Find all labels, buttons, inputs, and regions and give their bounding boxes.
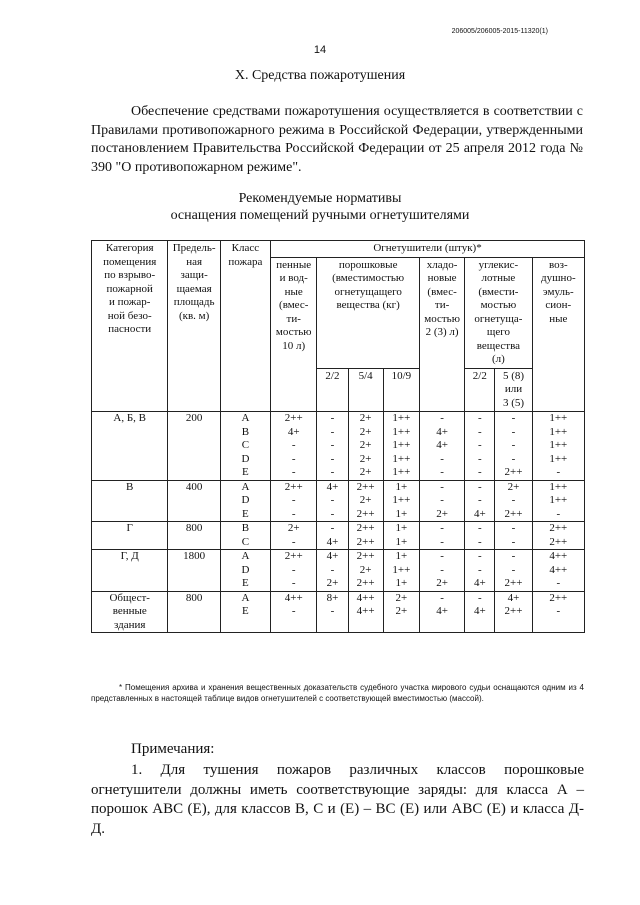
foam-value: - [291, 466, 296, 478]
section-heading: X. Средства пожаротушения [234, 68, 406, 83]
table-title-line-2: оснащения помещений ручными огнетушителями [170, 208, 470, 223]
area-value: 800 [185, 591, 203, 604]
table-row [92, 550, 585, 592]
powder-5-4-value: 4++ [356, 591, 375, 604]
aerosol-value: - [556, 605, 561, 617]
fire-class-value: D [241, 494, 250, 506]
co2-2-2-value: 4+ [473, 605, 486, 617]
freon-value: - [440, 563, 444, 576]
powder-5-4-cell [348, 550, 383, 592]
powder-10-9-value: 1+ [395, 550, 408, 562]
area-cell [168, 480, 220, 522]
co2-2-2-value: 4+ [473, 507, 486, 520]
powder-5-4-value: 2+ [359, 439, 372, 451]
powder-10-9-value: 1++ [392, 466, 411, 478]
co2-5-8-cell [495, 412, 532, 481]
powder-2-2-value: 4+ [326, 480, 339, 493]
table-row [92, 591, 585, 633]
co2-5-8-value: - [511, 412, 516, 424]
foam-cell [271, 480, 317, 522]
powder-2-2-value: - [330, 425, 335, 438]
fire-class-value: E [242, 605, 249, 617]
table-footnote: * Помещения архива и хранения вещественных доказательств судебного участка мирового судьи оснащаются одним из 4 представленных в настоящей таблице видов огнетушителей с соответствующей вместимостью (массой). [91, 683, 584, 703]
table-row [92, 480, 585, 522]
fire-class-value: B [241, 522, 250, 534]
foam-value: 2++ [284, 412, 303, 424]
aerosol-value: 1++ [549, 494, 568, 506]
header-powder-10-9: 10/9 [383, 368, 419, 412]
fire-class-value: E [242, 577, 249, 589]
freon-value: - [440, 412, 444, 424]
aerosol-value: 4++ [549, 563, 568, 576]
powder-10-9-value: 1+ [395, 507, 408, 520]
header-extinguishers: Огнетушители (штук)* [271, 241, 585, 258]
powder-5-4-cell [348, 480, 383, 522]
fire-class-value: B [241, 425, 250, 438]
aerosol-cell [532, 412, 584, 481]
foam-value: 2++ [284, 480, 303, 493]
freon-value: - [440, 535, 444, 548]
foam-value: - [291, 452, 296, 465]
powder-2-2-cell [317, 550, 348, 592]
category-cell [92, 480, 168, 522]
table-header [92, 241, 585, 412]
powder-10-9-cell [383, 550, 419, 592]
freon-value: - [440, 466, 444, 478]
header-aerosol: воз- душно- эмуль- сион- ные [532, 257, 584, 412]
co2-5-8-value: - [511, 452, 516, 465]
powder-5-4-cell [348, 412, 383, 481]
foam-value: - [291, 439, 296, 451]
fire-class-cell [220, 550, 270, 592]
category-value: Г [126, 522, 133, 534]
co2-5-8-value: 2++ [504, 605, 523, 617]
co2-2-2-cell [465, 522, 495, 550]
powder-5-4-value: 2++ [356, 535, 375, 548]
freon-value: - [440, 494, 444, 506]
fire-class-value: C [241, 439, 250, 451]
powder-5-4-value: 2++ [356, 507, 375, 520]
powder-10-9-value: 2+ [395, 591, 408, 604]
co2-2-2-value: - [477, 522, 482, 534]
powder-2-2-cell [317, 591, 348, 633]
header-area: Предель- ная защи- щаемая площадь (кв. м) [168, 241, 220, 412]
powder-5-4-value: 2++ [356, 480, 375, 493]
co2-2-2-value: - [477, 466, 482, 478]
aerosol-value: 1++ [549, 412, 568, 424]
co2-5-8-cell [495, 591, 532, 633]
table-row [92, 412, 585, 481]
co2-5-8-value: - [511, 535, 516, 548]
freon-cell [419, 550, 464, 592]
powder-2-2-value: 8+ [326, 591, 339, 604]
aerosol-value: 1++ [549, 439, 568, 451]
area-cell [168, 412, 220, 481]
table-title-line-1: Рекомендуемые нормативы [238, 191, 402, 206]
co2-5-8-value: - [511, 494, 516, 506]
powder-10-9-value: 1+ [395, 480, 408, 493]
freon-value: 2+ [436, 507, 448, 520]
powder-5-4-value: 2+ [359, 412, 372, 424]
co2-2-2-value: - [477, 425, 482, 438]
powder-5-4-value: 4++ [356, 605, 375, 617]
co2-2-2-value: 4+ [473, 577, 486, 589]
aerosol-value: - [556, 507, 561, 520]
table-title [0, 190, 640, 224]
table-row [92, 522, 585, 550]
category-value: В [126, 480, 134, 493]
area-value: 200 [185, 412, 203, 424]
foam-value: - [291, 563, 296, 576]
aerosol-cell [532, 480, 584, 522]
extinguisher-norms-table [91, 240, 585, 633]
freon-value: - [440, 550, 444, 562]
foam-cell [271, 550, 317, 592]
powder-2-2-value: - [330, 412, 335, 424]
powder-10-9-cell [383, 412, 419, 481]
co2-5-8-value: 2++ [504, 507, 523, 520]
co2-5-8-value: 4+ [507, 591, 520, 604]
powder-10-9-value: 2+ [395, 605, 408, 617]
powder-2-2-cell [317, 412, 348, 481]
header-powder: порошковые (вместимостью огнетущащего вещества (кг) [317, 257, 420, 368]
powder-2-2-value: - [330, 563, 335, 576]
powder-2-2-value: - [330, 494, 335, 506]
table-body [92, 412, 585, 633]
aerosol-value: - [556, 577, 561, 589]
freon-value: 4+ [436, 425, 448, 438]
category-line: венные [112, 605, 147, 617]
foam-value: 2++ [284, 550, 303, 562]
fire-class-value: A [241, 591, 250, 604]
co2-5-8-value: - [511, 563, 516, 576]
foam-value: - [291, 535, 296, 548]
powder-10-9-value: 1++ [392, 425, 411, 438]
freon-value: - [440, 480, 444, 493]
header-fire-class: Класс пожара [220, 241, 270, 412]
powder-10-9-value: 1++ [392, 494, 411, 506]
aerosol-cell [532, 550, 584, 592]
co2-2-2-value: - [477, 563, 482, 576]
area-cell [168, 591, 220, 633]
fire-class-value: E [242, 466, 249, 478]
foam-value: - [291, 577, 296, 589]
notes-text: 1. Для тушения пожаров различных классов порошковые огнетушители должны иметь соответствующие заряды: для класса А – порошок АВС (Е), для классов В, С и (Е) – ВС (Е) или АВС (Е) и класса Д-Д. [91, 762, 584, 837]
header-co2-5-8: 5 (8) или 3 (5) [495, 368, 532, 412]
co2-2-2-value: - [477, 550, 482, 562]
fire-class-cell [220, 480, 270, 522]
aerosol-value: 1++ [549, 452, 568, 465]
powder-10-9-cell [383, 522, 419, 550]
freon-value: - [440, 591, 444, 604]
powder-2-2-cell [317, 480, 348, 522]
powder-10-9-value: 1+ [395, 535, 408, 548]
document-id: 206005/206005-2015-11320(1) [451, 28, 548, 35]
co2-5-8-value: - [511, 550, 516, 562]
powder-2-2-value: - [330, 605, 335, 617]
co2-5-8-cell [495, 480, 532, 522]
powder-2-2-value: - [330, 466, 335, 478]
fire-class-value: D [241, 452, 250, 465]
freon-value: 2+ [436, 577, 448, 589]
co2-5-8-cell [495, 550, 532, 592]
freon-value: - [440, 452, 444, 465]
foam-cell [271, 412, 317, 481]
powder-5-4-value: 2+ [359, 452, 372, 465]
fire-class-value: A [241, 412, 250, 424]
aerosol-value: 1++ [549, 480, 568, 493]
freon-cell [419, 522, 464, 550]
foam-cell [271, 522, 317, 550]
powder-5-4-cell [348, 591, 383, 633]
fire-class-cell [220, 591, 270, 633]
powder-5-4-value: 2+ [359, 466, 372, 478]
co2-2-2-value: - [477, 439, 482, 451]
co2-5-8-value: 2++ [504, 577, 523, 589]
freon-value: - [440, 522, 444, 534]
aerosol-value: 2++ [549, 591, 568, 604]
fire-class-value: C [241, 535, 250, 548]
category-value: Г, Д [120, 550, 139, 562]
foam-value: - [291, 507, 296, 520]
co2-2-2-cell [465, 412, 495, 481]
fire-class-cell [220, 412, 270, 481]
fire-class-value: E [242, 507, 249, 520]
powder-10-9-value: 1+ [395, 522, 408, 534]
header-co2: углекис- лотные (вмести- мостью огнетуща- щего вещества (л) [465, 257, 532, 368]
co2-5-8-value: 2+ [507, 480, 520, 493]
freon-value: 4+ [436, 439, 448, 451]
co2-5-8-value: - [511, 425, 516, 438]
powder-10-9-value: 1++ [392, 439, 411, 451]
aerosol-cell [532, 591, 584, 633]
co2-2-2-value: - [477, 412, 482, 424]
powder-2-2-value: 2+ [326, 577, 339, 589]
foam-value: 2+ [287, 522, 300, 534]
page-number: 14 [313, 44, 327, 56]
powder-10-9-value: 1++ [392, 563, 411, 576]
fire-class-value: A [241, 480, 250, 493]
co2-2-2-value: - [477, 480, 482, 493]
powder-2-2-value: - [330, 522, 335, 534]
category-value: А, Б, В [113, 412, 147, 424]
powder-2-2-value: - [330, 507, 335, 520]
header-freon: хладо- новые (вмес- ти- мостью 2 (3) л) [419, 257, 464, 412]
header-co2-2-2: 2/2 [465, 368, 495, 412]
aerosol-cell [532, 522, 584, 550]
category-cell [92, 522, 168, 550]
powder-5-4-value: 2+ [359, 425, 372, 438]
powder-10-9-value: 1+ [395, 577, 408, 589]
fire-class-cell [220, 522, 270, 550]
powder-5-4-value: 2++ [356, 522, 375, 534]
powder-10-9-value: 1++ [392, 412, 411, 424]
category-line: здания [113, 618, 146, 631]
area-value: 400 [185, 480, 203, 493]
category-cell [92, 591, 168, 633]
area-value: 800 [185, 522, 203, 534]
co2-2-2-cell [465, 480, 495, 522]
foam-value: - [291, 494, 296, 506]
powder-10-9-cell [383, 480, 419, 522]
powder-2-2-value: 4+ [326, 535, 339, 548]
aerosol-value: - [556, 466, 561, 478]
header-foam: пенные и вод- ные (вмес- ти- мостью 10 л) [271, 257, 317, 412]
co2-2-2-cell [465, 591, 495, 633]
foam-cell [271, 591, 317, 633]
co2-2-2-cell [465, 550, 495, 592]
co2-5-8-value: - [511, 522, 516, 534]
freon-cell [419, 591, 464, 633]
category-cell [92, 412, 168, 481]
powder-5-4-value: 2++ [356, 550, 375, 562]
powder-2-2-cell [317, 522, 348, 550]
header-powder-2-2: 2/2 [317, 368, 348, 412]
fire-class-value: D [241, 563, 250, 576]
area-value: 1800 [183, 550, 206, 562]
co2-5-8-cell [495, 522, 532, 550]
co2-2-2-value: - [477, 535, 482, 548]
powder-10-9-cell [383, 591, 419, 633]
area-cell [168, 522, 220, 550]
aerosol-value: 2++ [549, 535, 568, 548]
notes-title: Примечания: [131, 741, 215, 757]
foam-value: - [291, 605, 296, 617]
co2-2-2-value: - [477, 494, 482, 506]
co2-5-8-value: - [511, 439, 516, 451]
co2-2-2-value: - [477, 591, 482, 604]
powder-10-9-value: 1++ [392, 452, 411, 465]
foam-value: 4+ [287, 425, 300, 438]
powder-2-2-value: 4+ [326, 550, 339, 562]
category-cell [92, 550, 168, 592]
powder-5-4-value: 2+ [359, 563, 372, 576]
intro-paragraph: Обеспечение средствами пожаротушения осуществляется в соответствии с Правилами противопожарного режима в Российской Федерации, утвержденными постановлением Правительства Российской Федерации от 25 апреля 2012 года № 390 "О противопожарном режиме". [91, 104, 583, 175]
freon-cell [419, 480, 464, 522]
area-cell [168, 550, 220, 592]
freon-value: 4+ [436, 605, 448, 617]
aerosol-value: 4++ [549, 550, 568, 562]
co2-5-8-value: 2++ [504, 466, 523, 478]
header-category: Категория помещения по взрыво- пожарной и пожар- ной безо- пасности [92, 241, 168, 412]
co2-2-2-value: - [477, 452, 482, 465]
powder-2-2-value: - [330, 452, 335, 465]
fire-class-value: A [241, 550, 250, 562]
powder-2-2-value: - [330, 439, 335, 451]
aerosol-value: 1++ [549, 425, 568, 438]
powder-5-4-cell [348, 522, 383, 550]
powder-5-4-value: 2++ [356, 577, 375, 589]
header-powder-5-4: 5/4 [348, 368, 383, 412]
freon-cell [419, 412, 464, 481]
category-line: Общест- [109, 591, 150, 604]
aerosol-value: 2++ [549, 522, 568, 534]
foam-value: 4++ [284, 591, 303, 604]
powder-5-4-value: 2+ [359, 494, 372, 506]
